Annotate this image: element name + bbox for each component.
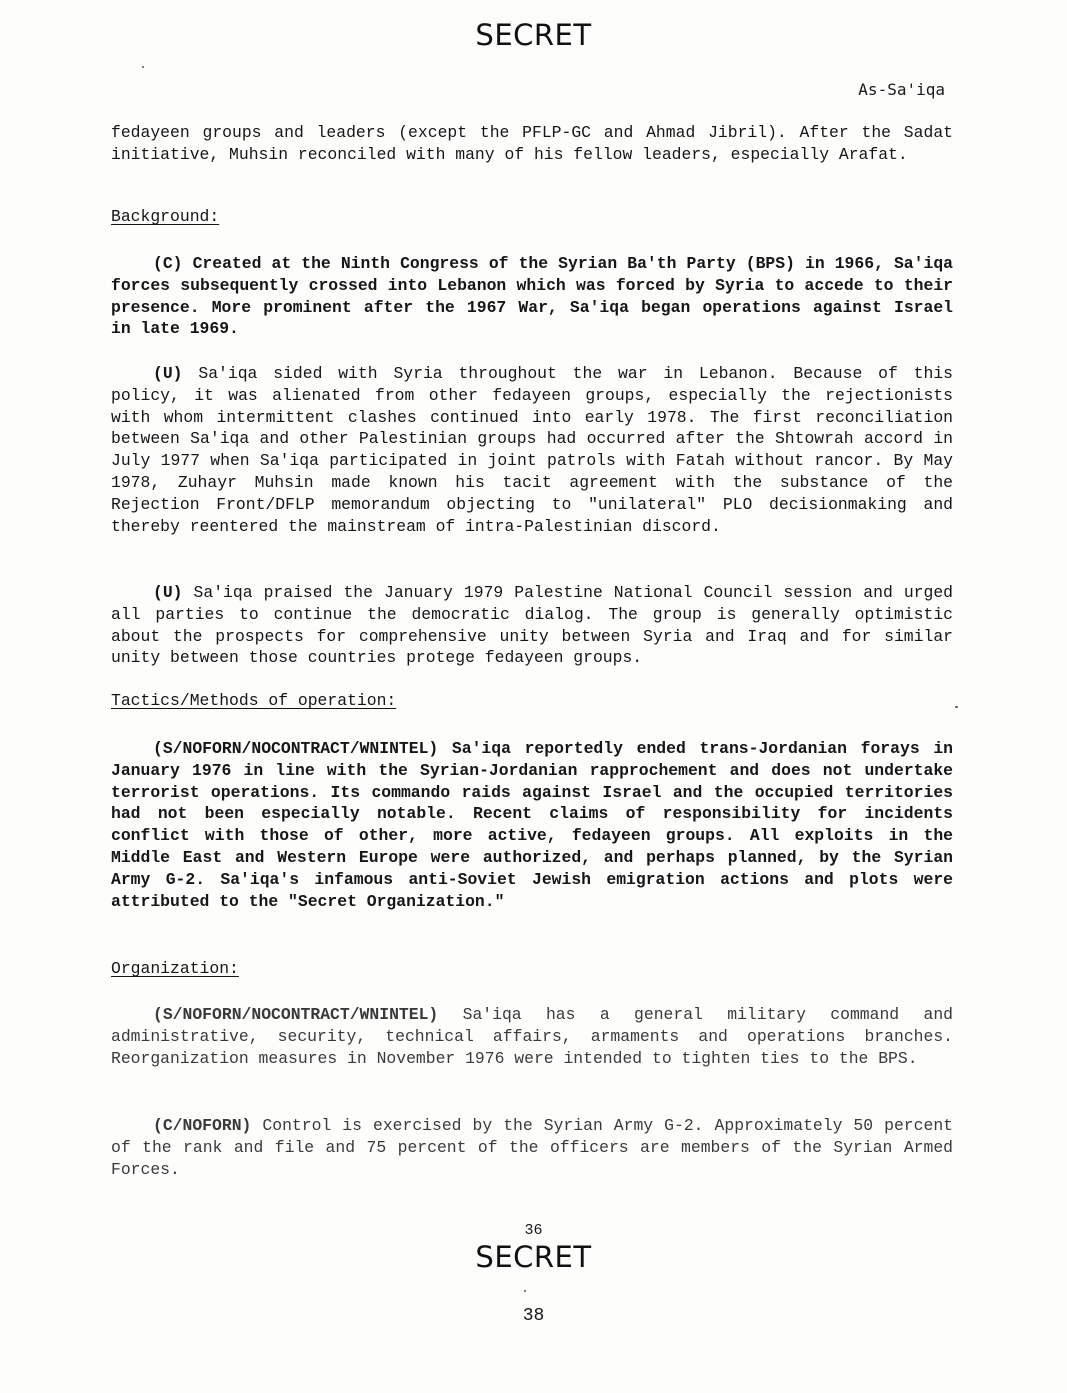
text-block-p6 — [111, 1115, 953, 1180]
text-block-p5 — [111, 1004, 953, 1069]
classification-s-noforn: (S/NOFORN/NOCONTRACT/WNINTEL) — [153, 1005, 439, 1024]
text-block-p1 — [111, 253, 953, 340]
classification-marking-top: SECRET — [475, 18, 592, 52]
heading-organization: Organization: — [111, 959, 239, 978]
text-block-p3 — [111, 582, 953, 669]
paragraph-organization — [111, 1004, 953, 1069]
classification-s-noforn: (S/NOFORN/NOCONTRACT/WNINTEL) — [153, 739, 439, 758]
classification-u: (U) — [153, 364, 183, 383]
heading-tactics: Tactics/Methods of operation: — [111, 691, 397, 710]
running-title: As-Sa'iqa — [858, 80, 945, 99]
paragraph-tactics — [111, 738, 953, 912]
paragraph-organization-text: Sa'iqa has a general military command and administrative, security, technical affairs, armaments and operations branches. Reorganization measures in November 1976 were intended to tighten ties to the BPS. — [111, 1005, 953, 1068]
classification-u: (U) — [153, 583, 183, 602]
classification-c: (C) — [153, 254, 183, 273]
section-organization — [111, 958, 953, 980]
text-block-p4 — [111, 738, 953, 912]
paragraph-praised-text: Sa'iqa praised the January 1979 Palestine National Council session and urged all parties to continue the democratic dialog. The group is generally optimistic about the prospects for comprehensive unity between Syria and Iraq and for similar unity between those countries protege fedayeen groups. — [111, 583, 953, 668]
text-block-p2 — [111, 363, 953, 537]
classification-marking-bottom: SECRET — [475, 1240, 592, 1274]
paragraph-continuation: fedayeen groups and leaders (except the PFLP-GC and Ahmad Jibril). After the Sadat initiative, Muhsin reconciled with many of his fellow leaders, especially Arafat. — [111, 123, 953, 164]
scan-page-number: 38 — [522, 1306, 545, 1326]
paragraph-control-text: Control is exercised by the Syrian Army G-2. Approximately 50 percent of the rank and file and 75 percent of the officers are members of the Syrian Armed Forces. — [111, 1116, 953, 1179]
scan-speck — [955, 706, 958, 708]
paragraph-control — [111, 1115, 953, 1180]
paragraph-sided-text: Sa'iqa sided with Syria throughout the war in Lebanon. Because of this policy, it was alienated from other fedayeen groups, especially the rejectionists with whom intermittent clashes continued into early 1978. The first reconciliation between Sa'iqa and other Palestinian groups had occurred after the Shtowrah accord in July 1977 when Sa'iqa participated in joint patrols with Fatah without rancor. By May 1978, Zuhayr Muhsin made known his tacit agreement with the substance of the Rejection Front/DFLP memorandum objecting to "unilateral" PLO decisionmaking and thereby reentered the mainstream of intra-Palestinian discord. — [111, 364, 953, 536]
heading-background: Background: — [111, 207, 220, 226]
scan-speck — [142, 66, 144, 68]
classification-c-noforn: (C/NOFORN) — [153, 1116, 252, 1135]
paragraph-created-text: Created at the Ninth Congress of the Syrian Ba'th Party (BPS) in 1966, Sa'iqa forces subsequently crossed into Lebanon which was forced by Syria to accede to their presence. More prominent after the 1967 War, Sa'iqa began operations against Israel in late 1969. — [111, 254, 953, 339]
section-tactics — [111, 690, 953, 712]
paragraph-created — [111, 253, 953, 340]
paragraph-praised — [111, 582, 953, 669]
section-background — [111, 206, 953, 228]
paragraph-sided — [111, 363, 953, 537]
document-page-number: 36 — [524, 1222, 543, 1239]
scan-speck — [524, 1290, 526, 1292]
text-block-intro — [111, 122, 953, 166]
paragraph-tactics-text: Sa'iqa reportedly ended trans-Jordanian forays in January 1976 in line with the Syrian-Jordanian rapprochement and does not undertake terrorist operations. Its commando raids against Israel and the occupied territories had not been especially notable. Recent claims of responsibility for incidents conflict with those of other, more active, fedayeen groups. All exploits in the Middle East and Western Europe were authorized, and perhaps planned, by the Syrian Army G-2. Sa'iqa's infamous anti-Soviet Jewish emigration actions and plots were attributed to the "Secret Organization." — [111, 739, 953, 911]
